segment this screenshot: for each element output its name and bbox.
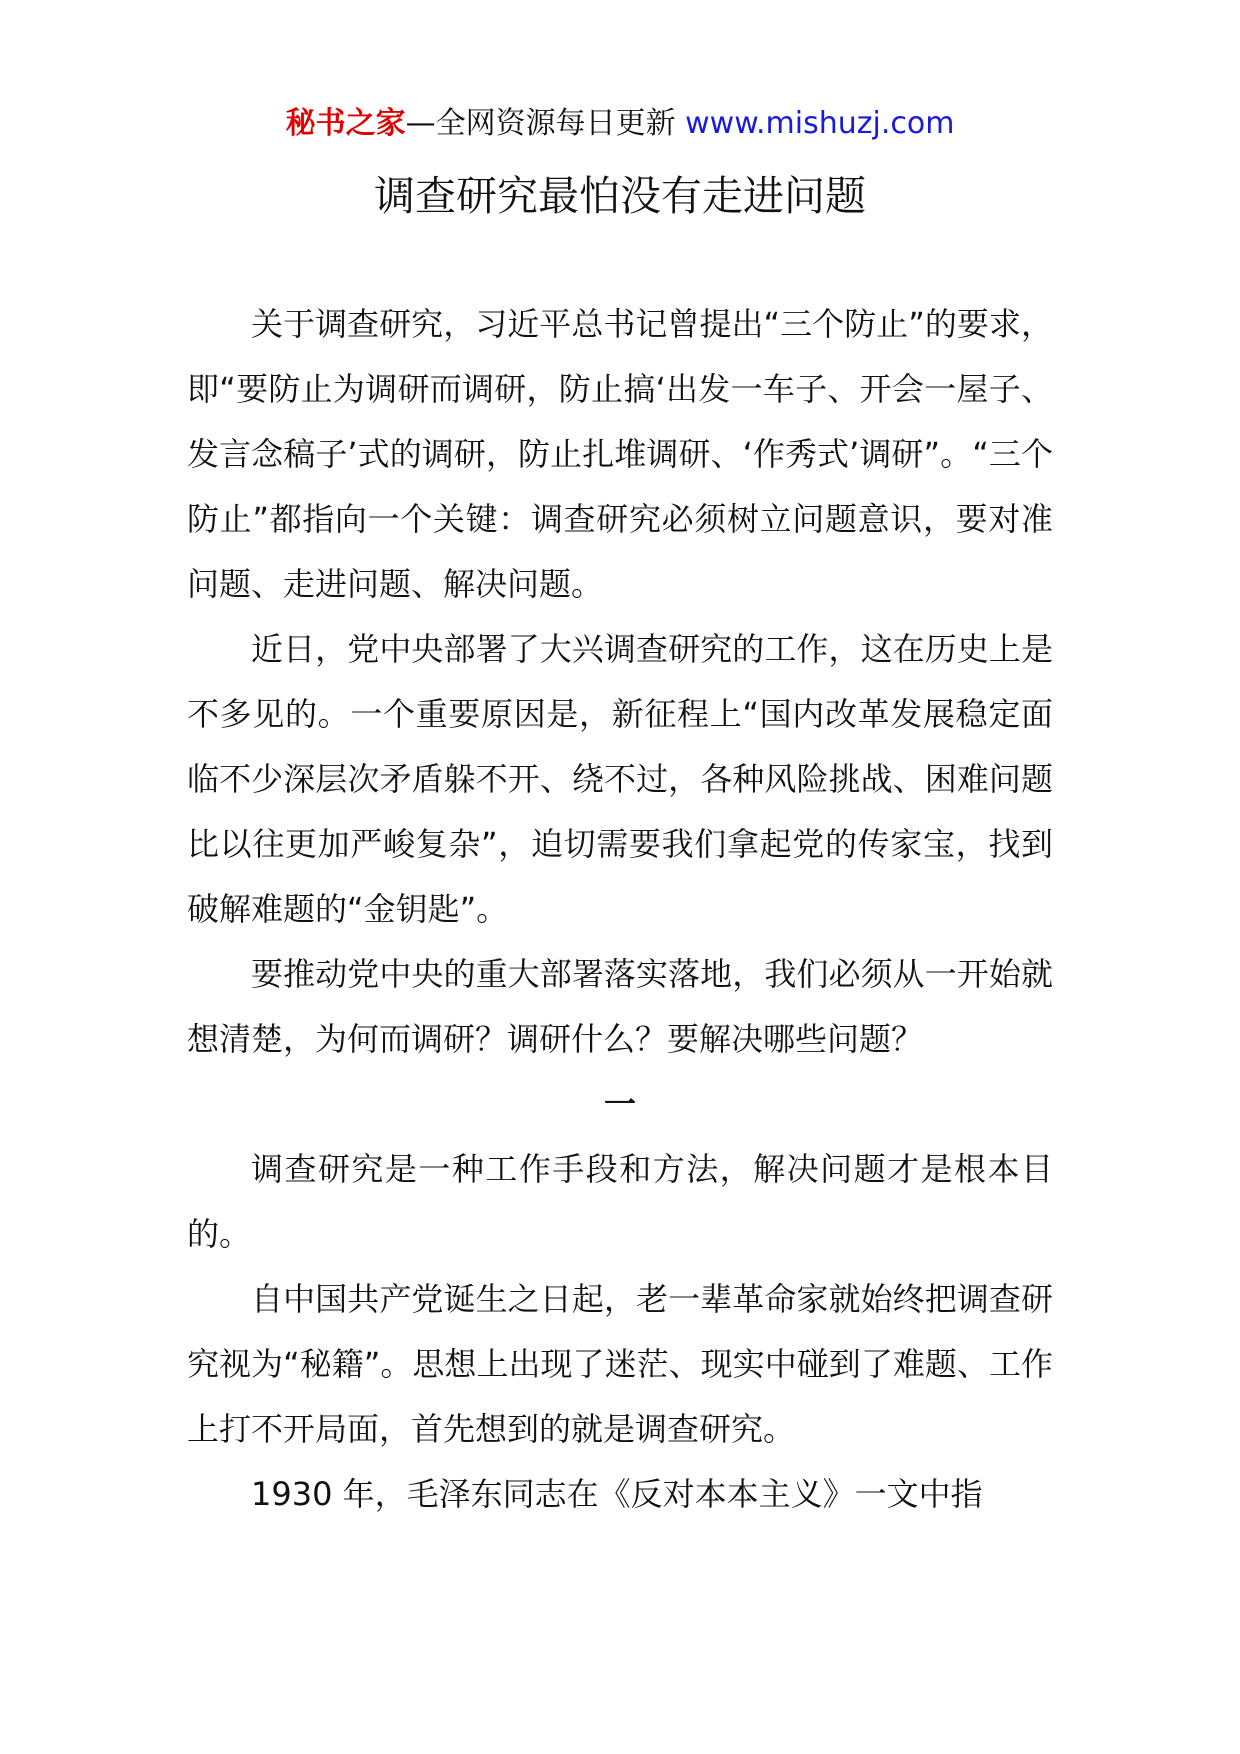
- paragraph-1: 关于调查研究，习近平总书记曾提出“三个防止”的要求，即“要防止为调研而调研，防止搞‘出发一车子、开会一屋子、发言念稿子’式的调研，防止扎堆调研、‘作秀式’调研”。“三个防止”都指向一个关键：调查研究必须树立问题意识，要对准问题、走进问题、解决问题。: [187, 305, 1053, 603]
- site-header: [0, 100, 1240, 148]
- brand-name: 秘书之家: [285, 106, 406, 141]
- paragraph-2: 近日，党中央部署了大兴调查研究的工作，这在历史上是不多见的。一个重要原因是，新征程上“国内改革发展稳定面临不少深层次矛盾躲不开、绕不过，各种风险挑战、困难问题比以往更加严峻复杂”，迫切需要我们拿起党的传家宝，找到破解难题的“金钥匙”。: [187, 630, 1053, 928]
- paragraph-4: 调查研究是一种工作手段和方法，解决问题才是根本目的。: [187, 1150, 1053, 1253]
- site-url-link[interactable]: www.mishuzj.com: [685, 106, 955, 141]
- section-heading-one: 一: [603, 1085, 636, 1123]
- article-title: 调查研究最怕没有走进问题: [374, 172, 866, 220]
- header-tagline: —全网资源每日更新: [405, 106, 686, 141]
- paragraph-3: 要推动党中央的重大部署落实落地，我们必须从一开始就想清楚，为何而调研？调研什么？要解决哪些问题？: [187, 955, 1053, 1058]
- paragraph-5: 自中国共产党诞生之日起，老一辈革命家就始终把调查研究视为“秘籍”。思想上出现了迷茫、现实中碰到了难题、工作上打不开局面，首先想到的就是调查研究。: [187, 1280, 1053, 1448]
- paragraph-6: 1930 年，毛泽东同志在《反对本本主义》一文中指: [251, 1475, 983, 1513]
- article-body: [187, 292, 1053, 1527]
